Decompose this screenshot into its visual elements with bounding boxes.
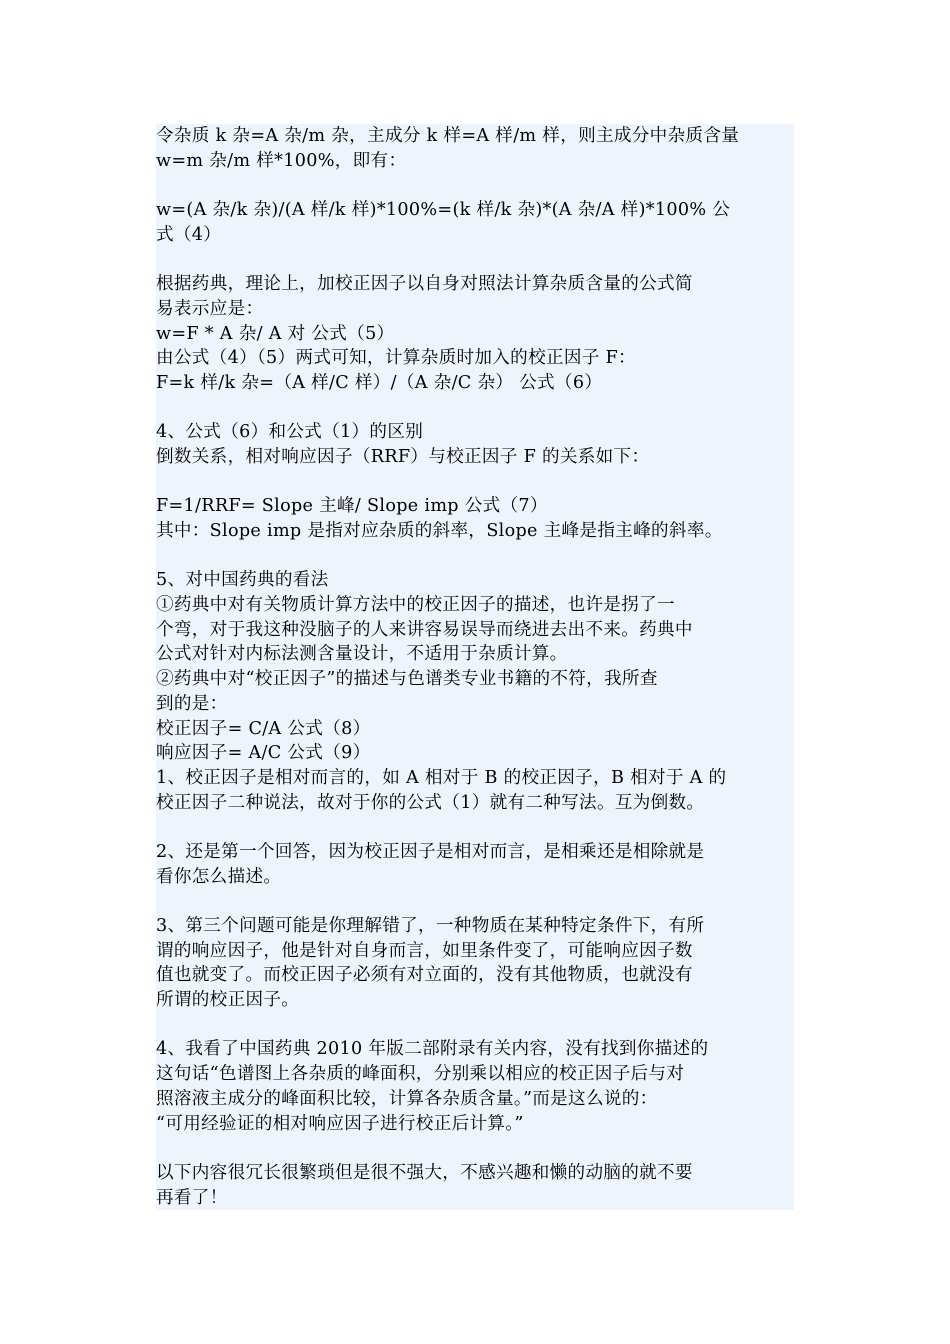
text-line: 校正因子二种说法，故对于你的公式（1）就有二种写法。互为倒数。 (156, 792, 705, 813)
text-line: 到的是： (156, 693, 228, 714)
blank-line (156, 1013, 794, 1038)
text-line: w=m 杂/m 样*100%，即有： (156, 150, 407, 171)
document-body (156, 124, 794, 1210)
text-line: 值也就变了。而校正因子必须有对立面的，没有其他物质，也就没有 (156, 965, 693, 986)
blank-line (156, 889, 794, 914)
text-line: 由公式（4）（5）两式可知，计算杂质时加入的校正因子 F： (156, 348, 636, 369)
text-line: 响应因子= A/C 公式（9） (156, 743, 371, 764)
text-line: F=1/RRF= Slope 主峰/ Slope imp 公式（7） (156, 496, 548, 517)
text-line: 所谓的校正因子。 (156, 990, 300, 1011)
text-line: ①药典中对有关物质计算方法中的校正因子的描述，也许是拐了一 (156, 595, 675, 616)
text-line: 4、我看了中国药典 2010 年版二部附录有关内容，没有找到你描述的 (156, 1039, 709, 1060)
text-line: 根据药典，理论上，加校正因子以自身对照法计算杂质含量的公式简 (156, 274, 693, 295)
text-line: ②药典中对“校正因子”的描述与色谱类专业书籍的不符，我所查 (156, 669, 658, 690)
blank-line (156, 544, 794, 569)
text-line: 其中：Slope imp 是指对应杂质的斜率，Slope 主峰是指主峰的斜率。 (156, 521, 723, 541)
text-line: 公式对针对内标法测含量设计，不适用于杂质计算。 (156, 644, 568, 665)
text-line: 1、校正因子是相对而言的，如 A 相对于 B 的校正因子，B 相对于 A 的 (156, 767, 727, 788)
text-line: 式（4） (156, 224, 222, 245)
blank-line (156, 815, 794, 840)
blank-line (156, 1136, 794, 1161)
blank-line (156, 396, 794, 421)
text-line: 2、还是第一个回答，因为校正因子是相对而言，是相乘还是相除就是 (156, 841, 705, 862)
text-line: 校正因子= C/A 公式（8） (156, 718, 371, 739)
text-line: 倒数关系，相对响应因子（RRF）与校正因子 F 的关系如下： (156, 446, 650, 467)
text-line: 令杂质 k 杂=A 杂/m 杂，主成分 k 样=A 样/m 样，则主成分中杂质含量 (156, 126, 740, 146)
text-line: 易表示应是： (156, 298, 264, 319)
text-line: 3、第三个问题可能是你理解错了，一种物质在某种特定条件下，有所 (156, 916, 705, 936)
text-line: “可用经验证的相对响应因子进行校正后计算。” (156, 1113, 524, 1134)
text-line: F=k 样/k 杂=（A 样/C 样）/（A 杂/C 杂） 公式（6） (156, 372, 603, 393)
blank-line (156, 470, 794, 495)
text-line: 个弯，对于我这种没脑子的人来讲容易误导而绕进去出不来。药典中 (156, 619, 693, 640)
text-line: 这句话“色谱图上各杂质的峰面积，分别乘以相应的校正因子后与对 (156, 1064, 685, 1085)
text-line: 再看了！ (156, 1187, 228, 1208)
text-line: 以下内容很冗长很繁琐但是很不强大，不感兴趣和懒的动脑的就不要 (156, 1162, 693, 1183)
text-line: w=(A 杂/k 杂)/(A 样/k 样)*100%=(k 样/k 杂)*(A 杂/A 样)*100% 公 (156, 200, 731, 221)
text-line: w=F * A 杂/ A 对 公式（5） (156, 323, 395, 344)
text-line: 看你怎么描述。 (156, 866, 282, 887)
blank-line (156, 173, 794, 198)
text-line: 4、公式（6）和公式（1）的区别 (156, 422, 424, 443)
text-line: 5、对中国药典的看法 (156, 570, 329, 591)
text-line: 谓的响应因子，他是针对自身而言，如里条件变了，可能响应因子数 (156, 940, 693, 961)
text-line: 照溶液主成分的峰面积比较，计算各杂质含量。”而是这么说的： (156, 1088, 658, 1109)
blank-line (156, 247, 794, 272)
